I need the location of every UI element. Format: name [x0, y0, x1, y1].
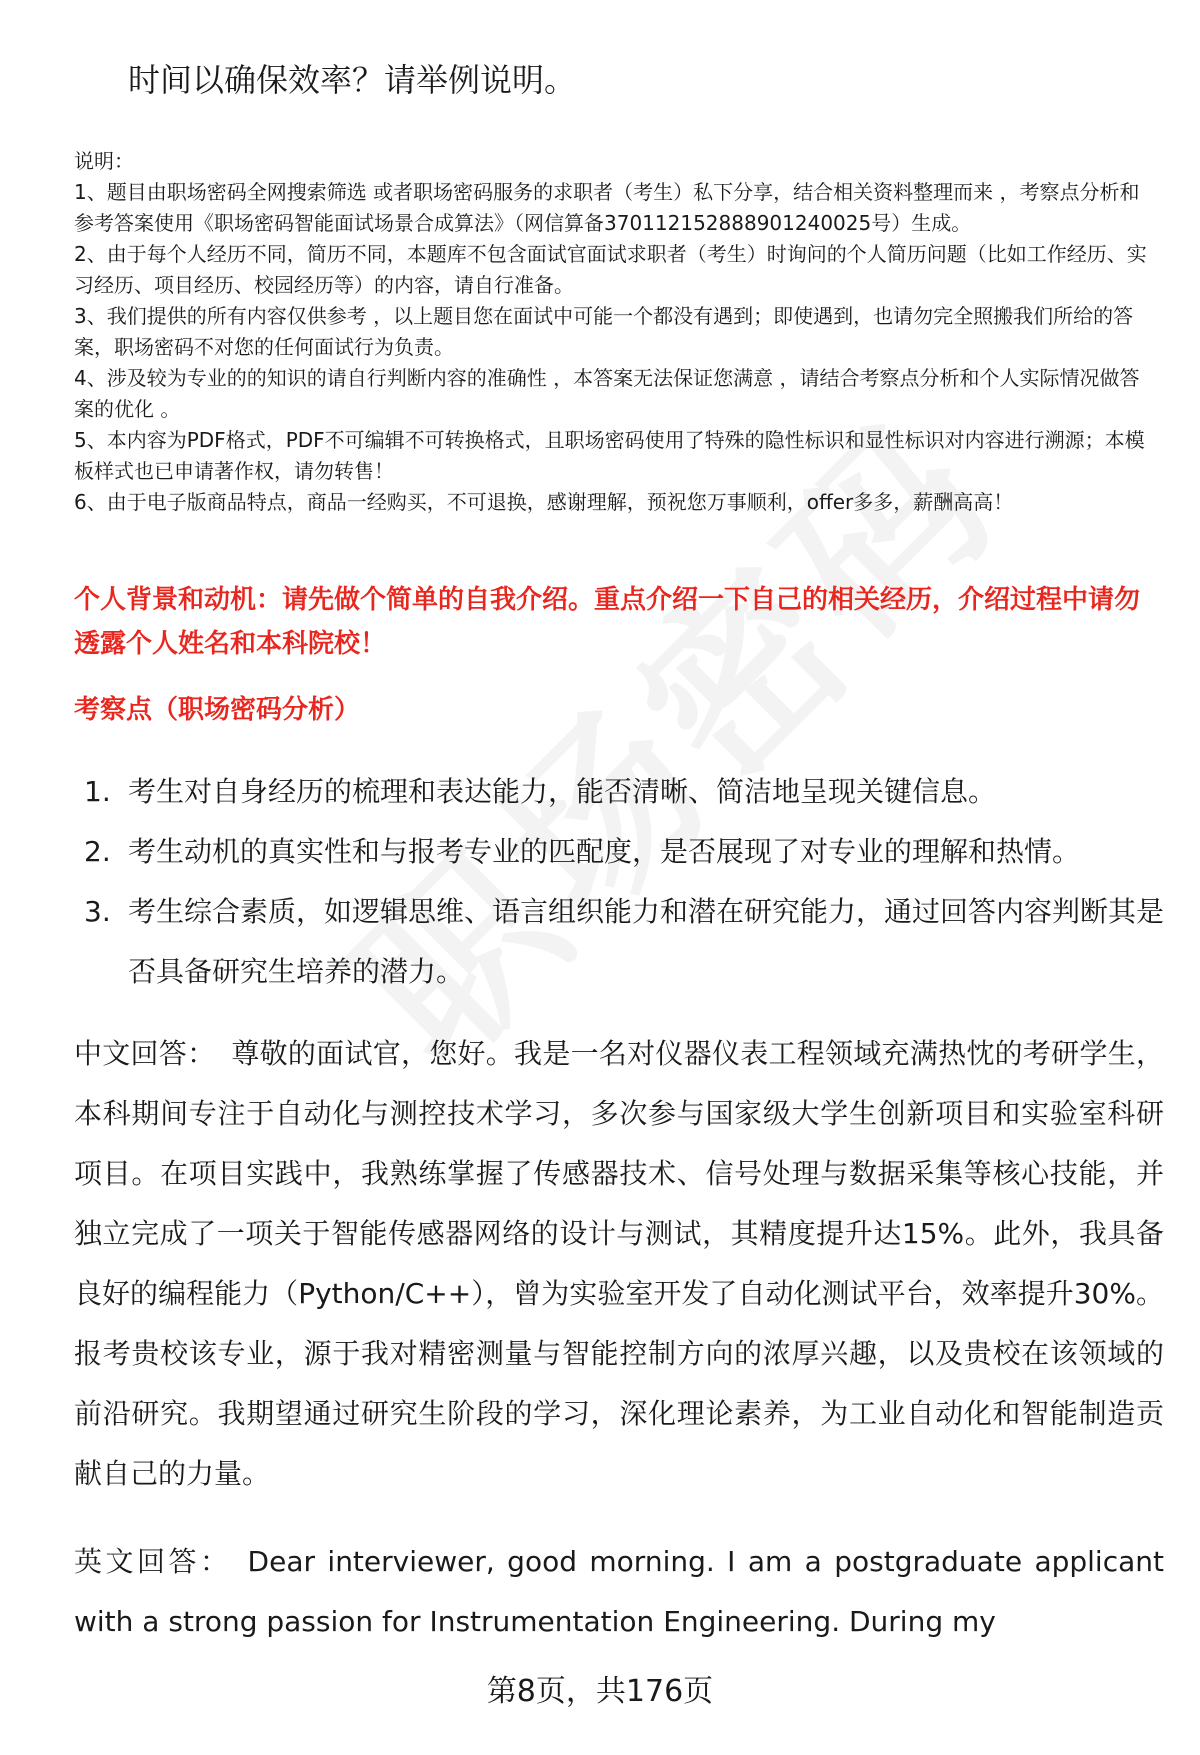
- note-item: 1、题目由职场密码全网搜索筛选 或者职场密码服务的求职者（考生）私下分享，结合相关资料整理而来 ，考察点分析和参考答案使用《职场密码智能面试场景合成算法》（网信算备370112152888901240025号）生成。: [74, 180, 1140, 235]
- key-point-number: 1.: [84, 775, 111, 808]
- english-answer-label: 英文回答：: [74, 1545, 232, 1578]
- english-answer-text: Dear interviewer, good morning. I am a postgraduate applicant with a strong passion for Instrumentation Engineering. During my: [74, 1545, 1164, 1638]
- disclaimer-notes: [74, 146, 1154, 518]
- question-heading: 个人背景和动机：请先做个简单的自我介绍。重点介绍一下自己的相关经历，介绍过程中请勿透露个人姓名和本科院校！: [74, 585, 1141, 659]
- key-point-text: 考生对自身经历的梳理和表达能力，能否清晰、简洁地呈现关键信息。: [128, 775, 997, 808]
- key-point-number: 3.: [84, 895, 111, 928]
- note-item: 2、由于每个人经历不同，简历不同，本题库不包含面试官面试求职者（考生）时询问的个人简历问题（比如工作经历、实习经历、项目经历、校园经历等）的内容，请自行准备。: [74, 242, 1147, 297]
- note-item: 3、我们提供的所有内容仅供参考 ，以上题目您在面试中可能一个都没有遇到；即使遇到，也请勿完全照搬我们所给的答案，职场密码不对您的任何面试行为负责。: [74, 304, 1134, 359]
- chinese-answer-label: 中文回答：: [74, 1037, 216, 1070]
- note-item: 4、涉及较为专业的的知识的请自行判断内容的准确性 ，本答案无法保证您满意 ，请结合考察点分析和个人实际情况做答案的优化 。: [74, 366, 1140, 421]
- chinese-answer-text: 尊敬的面试官，您好。我是一名对仪器仪表工程领域充满热忱的考研学生，本科期间专注于自动化与测控技术学习，多次参与国家级大学生创新项目和实验室科研项目。在项目实践中，我熟练掌握了传感器技术、信号处理与数据采集等核心技能，并独立完成了一项关于智能传感器网络的设计与测试，其精度提升达15%。此外，我具备良好的编程能力（Python/C++），曾为实验室开发了自动化测试平台，效率提升30%。报考贵校该专业，源于我对精密测量与智能控制方向的浓厚兴趣，以及贵校在该领域的前沿研究。我期望通过研究生阶段的学习，深化理论素养，为工业自动化和智能制造贡献自己的力量。: [74, 1037, 1164, 1490]
- key-point-text: 考生动机的真实性和与报考专业的匹配度，是否展现了对专业的理解和热情。: [128, 835, 1081, 868]
- key-points-heading: 考察点（职场密码分析）: [74, 695, 361, 725]
- key-points-list: [84, 762, 1164, 1002]
- key-point-number: 2.: [84, 835, 111, 868]
- note-item: 6、由于电子版商品特点，商品一经购买，不可退换，感谢理解，预祝您万事顺利，offer多多，薪酬高高！: [74, 490, 1014, 514]
- key-point-item: [84, 822, 1164, 882]
- question-continuation: 时间以确保效率？请举例说明。: [128, 61, 577, 99]
- key-point-text: 考生综合素质，如逻辑思维、语言组织能力和潜在研究能力，通过回答内容判断其是否具备研究生培养的潜力。: [128, 895, 1165, 988]
- chinese-answer: [74, 1024, 1164, 1504]
- notes-heading: 说明：: [74, 149, 134, 173]
- english-answer: [74, 1532, 1164, 1652]
- note-item: 5、本内容为PDF格式，PDF不可编辑不可转换格式，且职场密码使用了特殊的隐性标识和显性标识对内容进行溯源；本模板样式也已申请著作权，请勿转售！: [74, 428, 1145, 483]
- key-point-item: [84, 762, 1164, 822]
- page-number: 第8页，共176页: [486, 1674, 714, 1709]
- key-point-item: [84, 882, 1164, 1002]
